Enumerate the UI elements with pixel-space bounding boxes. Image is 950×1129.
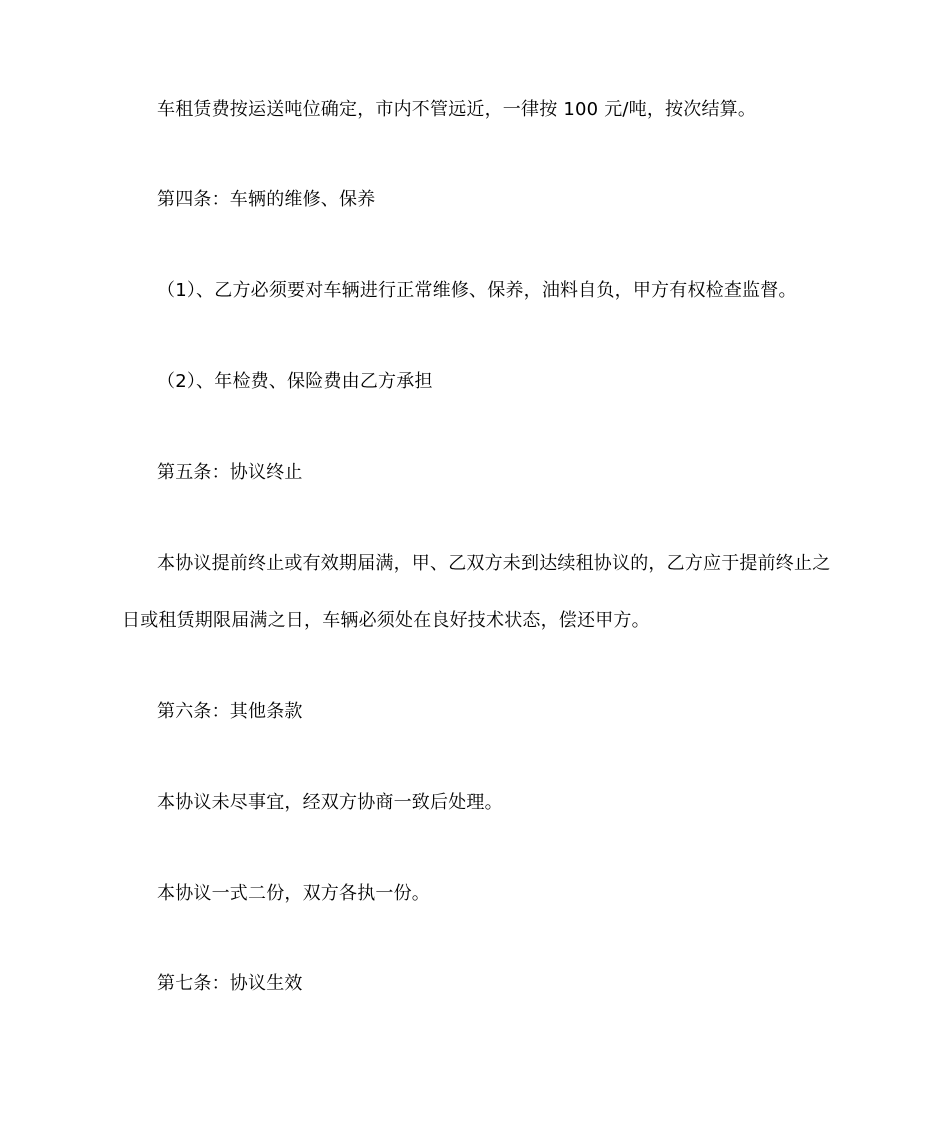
termination-paragraph-line-2: 日或租赁期限届满之日，车辆必须处在良好技术状态，偿还甲方。 [122, 610, 650, 631]
other-terms-paragraph-1: 本协议未尽事宜，经双方协商一致后处理。 [157, 792, 503, 813]
termination-paragraph-line-1: 本协议提前终止或有效期届满，甲、乙双方未到达续租协议的，乙方应于提前终止之 [157, 553, 831, 574]
article-4-item-1: （1）、乙方必须要对车辆进行正常维修、保养，油料自负，甲方有权检查监督。 [157, 280, 797, 301]
article-5-heading: 第五条：协议终止 [157, 462, 303, 483]
other-terms-paragraph-2: 本协议一式二份，双方各执一份。 [157, 883, 430, 904]
article-4-item-2: （2）、年检费、保险费由乙方承担 [157, 371, 433, 392]
article-6-heading: 第六条：其他条款 [157, 701, 303, 722]
article-7-heading: 第七条：协议生效 [157, 973, 303, 994]
article-4-heading: 第四条：车辆的维修、保养 [157, 189, 376, 210]
rental-fee-paragraph: 车租赁费按运送吨位确定，市内不管远近，一律按 100 元/吨，按次结算。 [157, 99, 757, 120]
